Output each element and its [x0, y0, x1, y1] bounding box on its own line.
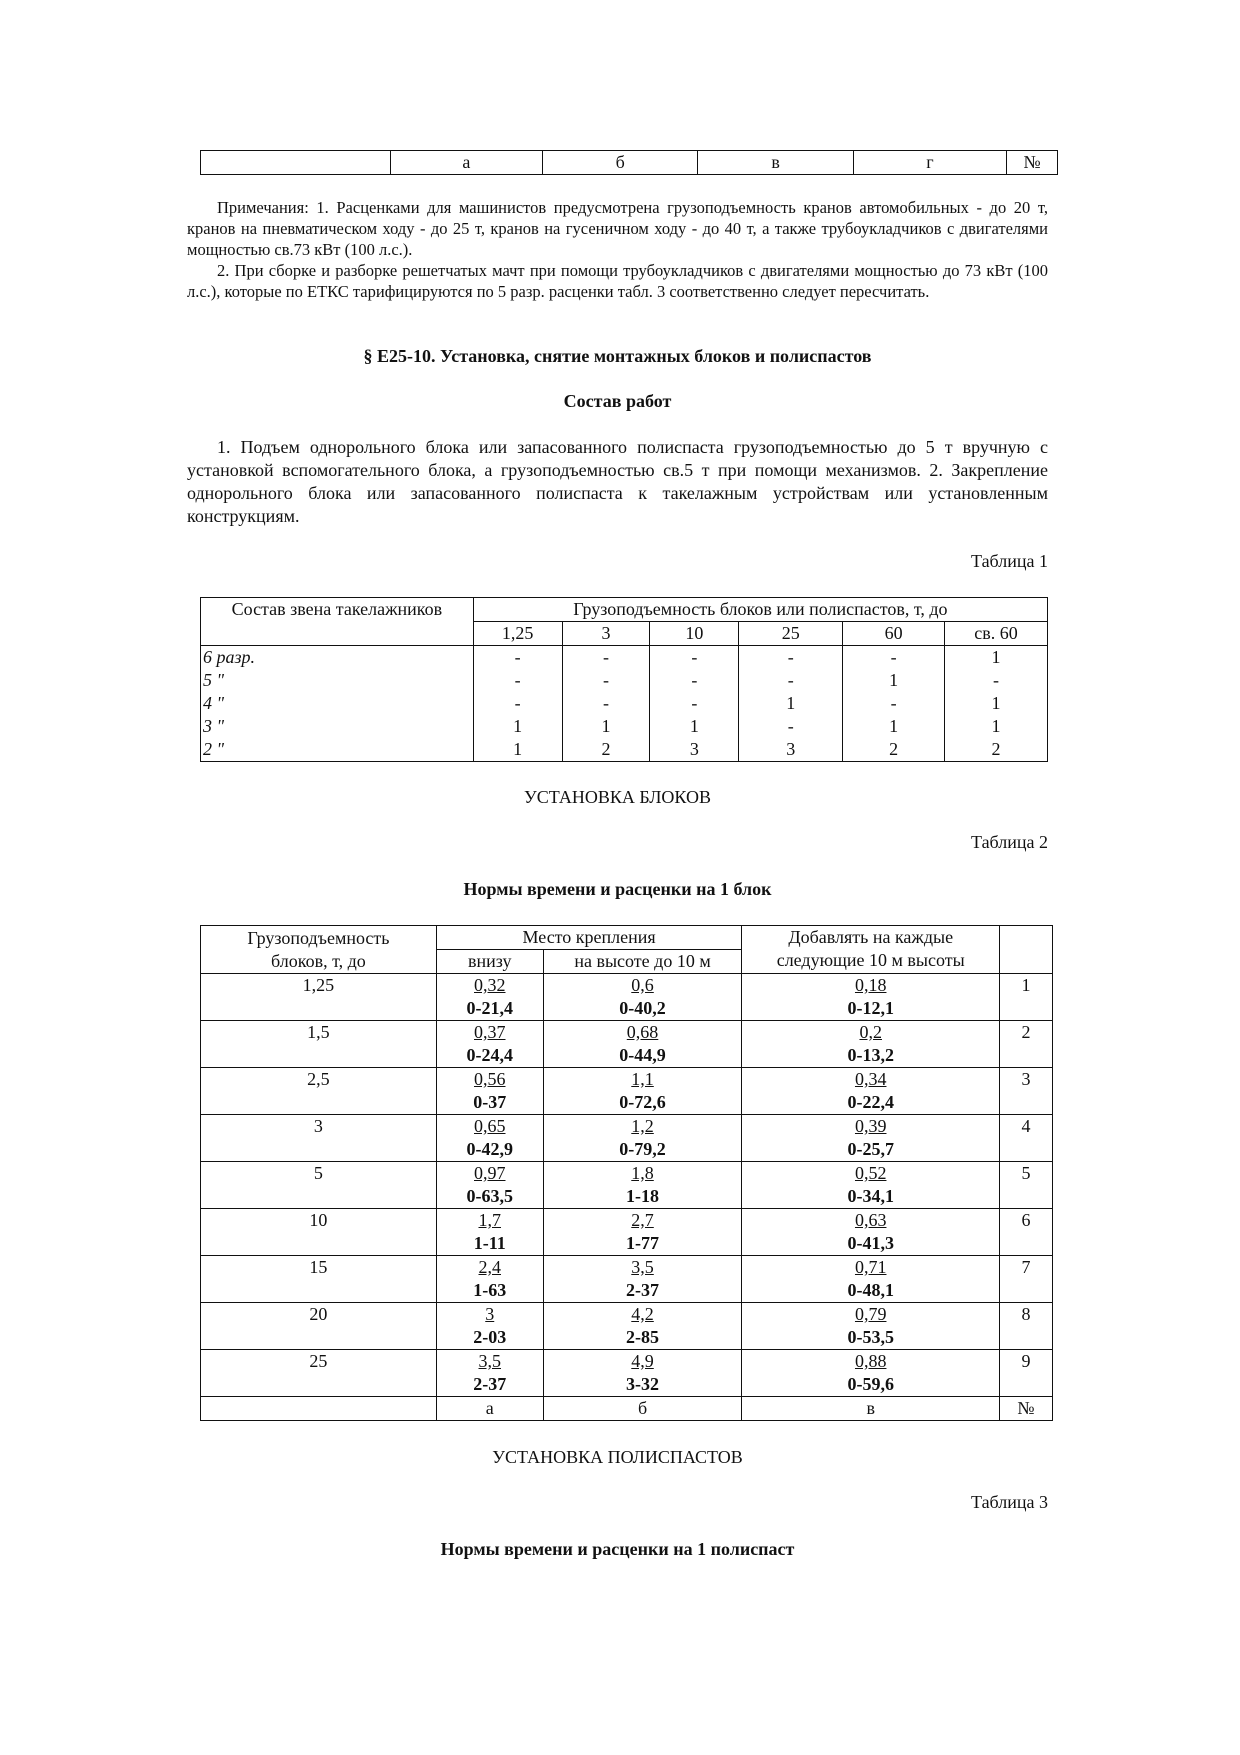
- column-header: 1,25: [473, 622, 562, 646]
- row-number: 5: [1000, 1162, 1053, 1209]
- rate: 2-03: [473, 1327, 507, 1347]
- table-cell: -: [562, 646, 650, 670]
- rate: 0-53,5: [847, 1327, 894, 1347]
- time-norm: 0,6: [631, 975, 654, 995]
- time-norm: 0,52: [854, 1163, 887, 1183]
- time-norm: 2,4: [478, 1257, 501, 1277]
- table1-label: Таблица 1: [971, 551, 1048, 571]
- note-2: 2. При сборке и разборке решетчатых мачт при помощи трубоукладчиков с двигателями мощностью до 73 кВт (100 л.с.), которые по ЕТКС тарифицируются по 5 разр. расценки табл. 3 соответственно следует пересчитать.: [187, 261, 1048, 301]
- capacity-cell: 2,5: [201, 1068, 437, 1115]
- capacity-cell: 15: [201, 1256, 437, 1303]
- rate: 0-59,6: [847, 1374, 894, 1394]
- table-row: [201, 1256, 1053, 1303]
- time-norm: 1,8: [631, 1163, 654, 1183]
- column-header: 60: [843, 622, 945, 646]
- row-number: 7: [1000, 1256, 1053, 1303]
- rate: 0-37: [473, 1092, 507, 1112]
- table-cell: -: [650, 692, 739, 715]
- rate: 0-42,9: [466, 1139, 513, 1159]
- norm-cell: [742, 974, 1000, 1021]
- time-norm: 0,71: [854, 1257, 887, 1277]
- time-norm: 0,2: [859, 1022, 882, 1042]
- table-cell: -: [945, 669, 1048, 692]
- add-header: [742, 926, 1000, 974]
- row-number: 1: [1000, 974, 1053, 1021]
- time-norm: 0,39: [854, 1116, 887, 1136]
- table-cell: -: [739, 646, 843, 670]
- time-norm: 0,32: [474, 975, 506, 995]
- row-number: 3: [1000, 1068, 1053, 1115]
- norm-cell: [742, 1162, 1000, 1209]
- norm-cell: [543, 1162, 742, 1209]
- rate: 0-79,2: [619, 1139, 666, 1159]
- table-row: [201, 1021, 1053, 1068]
- norm-cell: [436, 1256, 543, 1303]
- table-cell: -: [650, 669, 739, 692]
- footer-cell: в: [742, 1397, 1000, 1421]
- norm-cell: [543, 974, 742, 1021]
- table-row: [201, 1068, 1053, 1115]
- grade-cell: 6 разр.: [201, 646, 474, 670]
- norm-cell: [543, 1350, 742, 1397]
- number-header: [1000, 926, 1053, 974]
- table-header-row: [201, 926, 1053, 950]
- norm-cell: [543, 1115, 742, 1162]
- norm-cell: [436, 1021, 543, 1068]
- table-cell: -: [562, 692, 650, 715]
- rate: 2-37: [626, 1280, 660, 1300]
- table-cell: -: [473, 669, 562, 692]
- column-group-header: Грузоподъемность блоков или полиспастов, т, до: [473, 598, 1047, 622]
- time-norm: 4,9: [631, 1351, 654, 1371]
- time-norm: 3,5: [478, 1351, 501, 1371]
- footer-cell: [201, 1397, 437, 1421]
- table2-title: Нормы времени и расценки на 1 блок: [463, 879, 772, 899]
- norm-cell: [436, 1303, 543, 1350]
- capacity-cell: 1,5: [201, 1021, 437, 1068]
- rate: 2-85: [626, 1327, 660, 1347]
- note-1: Примечания: 1. Расценками для машинистов предусмотрена грузоподъемность кранов автомобильных - до 20 т, кранов на пневматическом ходу - до 25 т, кранов на гусеничном ходу - до 40 т, а также трубоукладчиков с двигателями мощностью св.73 кВт (100 л.с.).: [187, 198, 1048, 259]
- rate: 0-44,9: [619, 1045, 666, 1065]
- table-footer-row: [201, 1397, 1053, 1421]
- blocks-heading: УСТАНОВКА БЛОКОВ: [523, 787, 711, 807]
- capacity-header-line1: Грузоподъемность: [247, 927, 390, 948]
- norm-cell: [436, 1162, 543, 1209]
- time-norm: 0,34: [854, 1069, 887, 1089]
- bottom-header: внизу: [436, 950, 543, 974]
- table-cell: -: [843, 692, 945, 715]
- pulleys-heading: УСТАНОВКА ПОЛИСПАСТОВ: [492, 1447, 743, 1467]
- rate: 1-18: [626, 1186, 660, 1206]
- rate: 0-25,7: [847, 1139, 894, 1159]
- norm-cell: [742, 1115, 1000, 1162]
- add-header-line2: следующие 10 м высоты: [776, 950, 965, 970]
- time-norm: 0,68: [626, 1022, 659, 1042]
- time-norm: 1,2: [631, 1116, 654, 1136]
- table-cell: -: [650, 646, 739, 670]
- norm-cell: [436, 1115, 543, 1162]
- table-cell: 1: [650, 715, 739, 738]
- section-title: § Е25-10. Установка, снятие монтажных блоков и полиспастов: [363, 346, 872, 366]
- table-cell: №: [1007, 151, 1058, 175]
- column-header: 3: [562, 622, 650, 646]
- rate: 1-63: [473, 1280, 507, 1300]
- rate: 0-41,3: [847, 1233, 894, 1253]
- footer-cell: а: [436, 1397, 543, 1421]
- norm-cell: [742, 1068, 1000, 1115]
- table-cell: [201, 151, 391, 175]
- rate: 3-32: [626, 1374, 660, 1394]
- table-cell: 3: [650, 738, 739, 762]
- norms-table: [200, 925, 1053, 1421]
- footer-cell: №: [1000, 1397, 1053, 1421]
- row-number: 2: [1000, 1021, 1053, 1068]
- table-cell: 1: [945, 692, 1048, 715]
- grade-cell: 4 ": [201, 692, 474, 715]
- rate: 1-77: [626, 1233, 660, 1253]
- norm-cell: [543, 1303, 742, 1350]
- crew-table: [200, 597, 1048, 762]
- table-cell: 1: [843, 669, 945, 692]
- table-cell: а: [390, 151, 542, 175]
- table-cell: 1: [473, 738, 562, 762]
- table-cell: -: [562, 669, 650, 692]
- time-norm: 3,5: [631, 1257, 654, 1277]
- table-row: [201, 974, 1053, 1021]
- table-row: [201, 1115, 1053, 1162]
- table-cell: 1: [473, 715, 562, 738]
- table-row: [201, 1303, 1053, 1350]
- norm-cell: [543, 1068, 742, 1115]
- rate: 0-34,1: [847, 1186, 894, 1206]
- time-norm: 0,79: [854, 1304, 887, 1324]
- height-header: на высоте до 10 м: [543, 950, 742, 974]
- norm-cell: [436, 1350, 543, 1397]
- grade-cell: 3 ": [201, 715, 474, 738]
- add-header-line1: Добавлять на каждые: [788, 927, 954, 947]
- time-norm: 2,7: [631, 1210, 654, 1230]
- norm-cell: [436, 974, 543, 1021]
- table-row: [201, 1209, 1053, 1256]
- table-cell: -: [739, 669, 843, 692]
- time-norm: 1,1: [631, 1069, 654, 1089]
- capacity-cell: 5: [201, 1162, 437, 1209]
- rate: 0-22,4: [847, 1092, 894, 1112]
- time-norm: 0,63: [854, 1210, 887, 1230]
- table3-title: Нормы времени и расценки на 1 полиспаст: [440, 1539, 795, 1559]
- table-cell: в: [698, 151, 853, 175]
- rate: 0-63,5: [466, 1186, 513, 1206]
- time-norm: 0,56: [474, 1069, 506, 1089]
- table-row: [201, 715, 1048, 738]
- rate: 1-11: [473, 1233, 506, 1253]
- table-row: [201, 151, 1058, 175]
- time-norm: 3: [485, 1304, 495, 1324]
- footer-cell: б: [543, 1397, 742, 1421]
- table-cell: 2: [562, 738, 650, 762]
- norm-cell: [543, 1021, 742, 1068]
- norm-cell: [543, 1256, 742, 1303]
- capacity-header-line2: блоков, т, до: [271, 950, 366, 971]
- column-header: 25: [739, 622, 843, 646]
- table-row: [201, 646, 1048, 670]
- rate: 2-37: [473, 1374, 507, 1394]
- capacity-cell: 1,25: [201, 974, 437, 1021]
- table-cell: -: [473, 646, 562, 670]
- table-header-row: [201, 598, 1048, 622]
- capacity-cell: 20: [201, 1303, 437, 1350]
- time-norm: 0,97: [474, 1163, 506, 1183]
- column-header: Состав звена такелажников: [201, 598, 474, 646]
- row-number: 8: [1000, 1303, 1053, 1350]
- norm-cell: [742, 1303, 1000, 1350]
- row-number: 9: [1000, 1350, 1053, 1397]
- row-number: 6: [1000, 1209, 1053, 1256]
- table-cell: 1: [945, 646, 1048, 670]
- table-cell: -: [739, 715, 843, 738]
- rate: 0-21,4: [466, 998, 513, 1018]
- capacity-header: [201, 926, 437, 974]
- table3-label: Таблица 3: [971, 1492, 1048, 1512]
- rate: 0-72,6: [619, 1092, 666, 1112]
- time-norm: 0,65: [474, 1116, 506, 1136]
- grade-cell: 5 ": [201, 669, 474, 692]
- table-row: [201, 669, 1048, 692]
- table-cell: 3: [739, 738, 843, 762]
- table-cell: 1: [562, 715, 650, 738]
- capacity-cell: 3: [201, 1115, 437, 1162]
- column-header: 10: [650, 622, 739, 646]
- rate: 0-13,2: [847, 1045, 894, 1065]
- table2-label: Таблица 2: [971, 832, 1048, 852]
- time-norm: 1,7: [478, 1210, 501, 1230]
- row-number: 4: [1000, 1115, 1053, 1162]
- time-norm: 0,88: [854, 1351, 887, 1371]
- table-cell: 2: [945, 738, 1048, 762]
- table-cell: 1: [739, 692, 843, 715]
- rate: 0-12,1: [847, 998, 894, 1018]
- norm-cell: [436, 1068, 543, 1115]
- table-row: [201, 738, 1048, 762]
- rate: 0-40,2: [619, 998, 666, 1018]
- norm-cell: [742, 1021, 1000, 1068]
- top-table: [200, 150, 1058, 175]
- place-header: Место крепления: [436, 926, 742, 950]
- table-row: [201, 692, 1048, 715]
- table-cell: 2: [843, 738, 945, 762]
- table-cell: 1: [945, 715, 1048, 738]
- time-norm: 4,2: [631, 1304, 654, 1324]
- table-cell: -: [473, 692, 562, 715]
- work-description: 1. Подъем однорольного блока или запасованного полиспаста грузоподъемностью до 5 т вручную с установкой вспомогательного блока, а грузоподъемностью св.5 т при помощи механизмов. 2. Закрепление однорольного блока или запасованного полиспаста к такелажным устройствам или установленным конструкциям.: [187, 437, 1048, 526]
- notes: [187, 197, 1048, 302]
- rate: 0-24,4: [466, 1045, 513, 1065]
- norm-cell: [436, 1209, 543, 1256]
- norm-cell: [742, 1209, 1000, 1256]
- table-cell: 1: [843, 715, 945, 738]
- time-norm: 0,18: [854, 975, 887, 995]
- table-row: [201, 1162, 1053, 1209]
- table-row: [201, 1350, 1053, 1397]
- table-cell: г: [853, 151, 1006, 175]
- norm-cell: [543, 1209, 742, 1256]
- capacity-cell: 10: [201, 1209, 437, 1256]
- time-norm: 0,37: [474, 1022, 506, 1042]
- rate: 0-48,1: [847, 1280, 894, 1300]
- column-header: св. 60: [945, 622, 1048, 646]
- grade-cell: 2 ": [201, 738, 474, 762]
- norm-cell: [742, 1350, 1000, 1397]
- capacity-cell: 25: [201, 1350, 437, 1397]
- table-cell: б: [543, 151, 698, 175]
- norm-cell: [742, 1256, 1000, 1303]
- table-cell: -: [843, 646, 945, 670]
- work-title: Состав работ: [563, 391, 672, 411]
